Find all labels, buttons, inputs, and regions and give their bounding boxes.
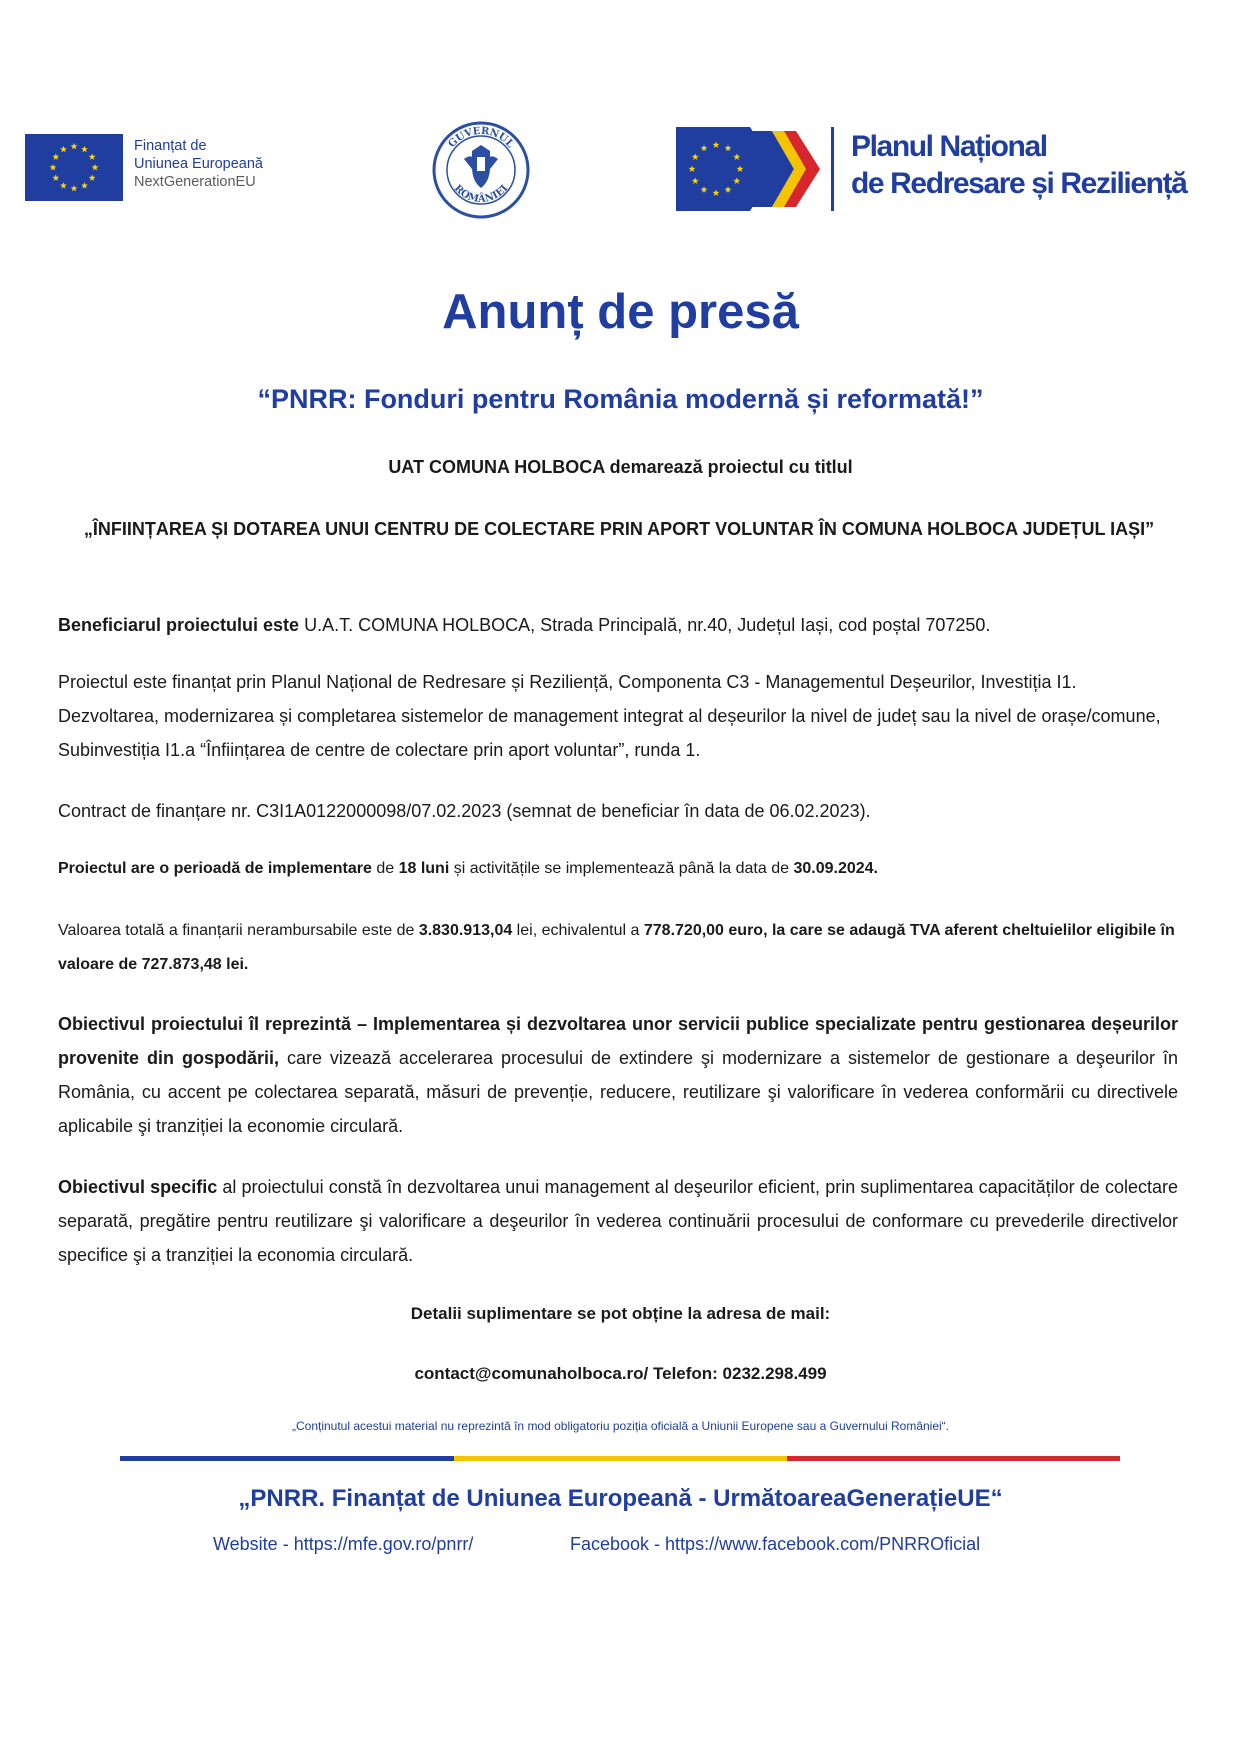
- value-text-1: Valoarea totală a finanțarii nerambursabile este de: [58, 922, 419, 939]
- divider-blue: [120, 1456, 454, 1461]
- implementation-text-1: de: [371, 860, 399, 877]
- objective-text: care vizează accelerarea procesului de extindere şi modernizare a sistemelor de gestionare a deşeurilor în România, cu accent pe colectarea separată, măsuri de prevenție, reducere, reutilizare şi valorificare în vederea conformării cu directivele aplicabile şi tranziției la economie circulară.: [58, 1048, 1179, 1136]
- implementation-text-2: și activitățile se implementează până la data de: [449, 860, 794, 877]
- implementation-duration: 18 luni: [398, 860, 450, 877]
- contract-paragraph: Contract de finanțare nr. C3I1A0122000098/07.02.2023 (semnat de beneficiar în data de 06.02.2023).: [58, 801, 871, 821]
- eu-logo-text: [134, 137, 263, 191]
- divider-yellow: [454, 1456, 787, 1461]
- beneficiary-label: Beneficiarul proiectului este: [58, 615, 300, 635]
- footer-title: „PNRR. Finanțat de Uniunea Europeană - UrmătoareaGenerațieUE“: [238, 1485, 1003, 1512]
- objective-paragraph: [58, 1007, 1178, 1143]
- eu-logo-line1: Finanțat de: [134, 138, 207, 154]
- pnrr-arrow-icon: [676, 127, 836, 211]
- specific-objective-text: al proiectului constă în dezvoltarea unui management al deşeurilor eficient, prin suplimentarea capacităților de colectare separată, pregătire pentru reutilizare şi valorificare a deşeurilor în vederea continuării procesului de conformare cu prevederile directivelor specifice şi a tranziției la economia circulară.: [58, 1177, 1178, 1265]
- value-paragraph: [58, 914, 1178, 982]
- contact-intro: Detalii suplimentare se pot obține la adresa de mail:: [410, 1304, 831, 1323]
- implementation-end-date: 30.09.2024.: [793, 860, 878, 877]
- value-euro-tva: 778.720,00 euro, la care se adaugă TVA aferent cheltuielilor eligibile în valoare de 727.873,48 lei.: [58, 922, 1175, 973]
- specific-objective-label: Obiectivul specific: [58, 1177, 218, 1197]
- footer-facebook-link[interactable]: Facebook - https://www.facebook.com/PNRROficial: [570, 1534, 981, 1554]
- beneficiary-text: U.A.T. COMUNA HOLBOCA, Strada Principală, nr.40, Județul Iași, cod poștal 707250.: [299, 615, 991, 635]
- tricolor-divider: [120, 1456, 1120, 1461]
- eu-flag-icon: [25, 134, 123, 201]
- implementation-label: Proiectul are o perioadă de implementare: [58, 860, 372, 877]
- project-title: „ÎNFIINȚAREA ȘI DOTAREA UNUI CENTRU DE COLECTARE PRIN APORT VOLUNTAR ÎN COMUNA HOLBOCA JUDEȚUL IAȘI”: [83, 519, 1155, 539]
- lead-line: UAT COMUNA HOLBOCA demarează proiectul cu titlul: [388, 457, 853, 477]
- pnrr-logo-line2: de Redresare și Reziliență: [851, 167, 1187, 200]
- pnrr-logo-text: [851, 128, 1186, 202]
- value-text-2: lei, echivalentul a: [512, 922, 644, 939]
- pnrr-logo: [676, 127, 1216, 211]
- disclaimer: „Conținutul acestui material nu reprezintă în mod obligatoriu poziția oficială a Uniunii Europene sau a Guvernului României“.: [291, 1419, 950, 1433]
- pnrr-logo-line1: Planul Național: [851, 130, 1047, 163]
- implementation-paragraph: [58, 852, 1178, 886]
- eu-logo-line3: NextGenerationEU: [134, 174, 256, 190]
- footer-website-link[interactable]: Website - https://mfe.gov.ro/pnrr/: [213, 1534, 474, 1554]
- romanian-government-seal-icon: [432, 121, 530, 219]
- eu-logo-line2: Uniunea Europeană: [134, 156, 263, 172]
- beneficiary-paragraph: [58, 608, 1178, 642]
- divider-red: [787, 1456, 1120, 1461]
- seal-ring-text-top: GUVERNUL: [446, 125, 516, 151]
- eu-funding-logo: [25, 134, 290, 202]
- financing-paragraph: Proiectul este finanțat prin Planul Național de Redresare și Reziliență, Componenta C3 - Managementul Deșeurilor, Investiția I1. Dezvoltarea, modernizarea și completarea sistemelor de management integrat al deșeurilor la nivel de județ sau la nivel de orașe/comune, Subinvestiția I1.a “Înființarea de centre de colectare prin aport voluntar”, runda 1.: [58, 672, 1161, 760]
- page-title: Anunț de presă: [442, 285, 799, 339]
- page-subtitle: “PNRR: Fonduri pentru România modernă și reformată!”: [257, 384, 984, 414]
- value-lei: 3.830.913,04: [418, 922, 513, 939]
- specific-objective-paragraph: [58, 1170, 1178, 1272]
- contact-details: contact@comunaholboca.ro/ Telefon: 0232.298.499: [414, 1364, 827, 1383]
- objective-label: Obiectivul proiectului îl reprezintă – Implementarea și dezvoltarea unor servicii publice specializate pentru gestionarea deșeurilor provenite din gospodării,: [58, 1014, 1178, 1068]
- seal-ring-text-bottom: ROMÂNIEI: [451, 183, 511, 206]
